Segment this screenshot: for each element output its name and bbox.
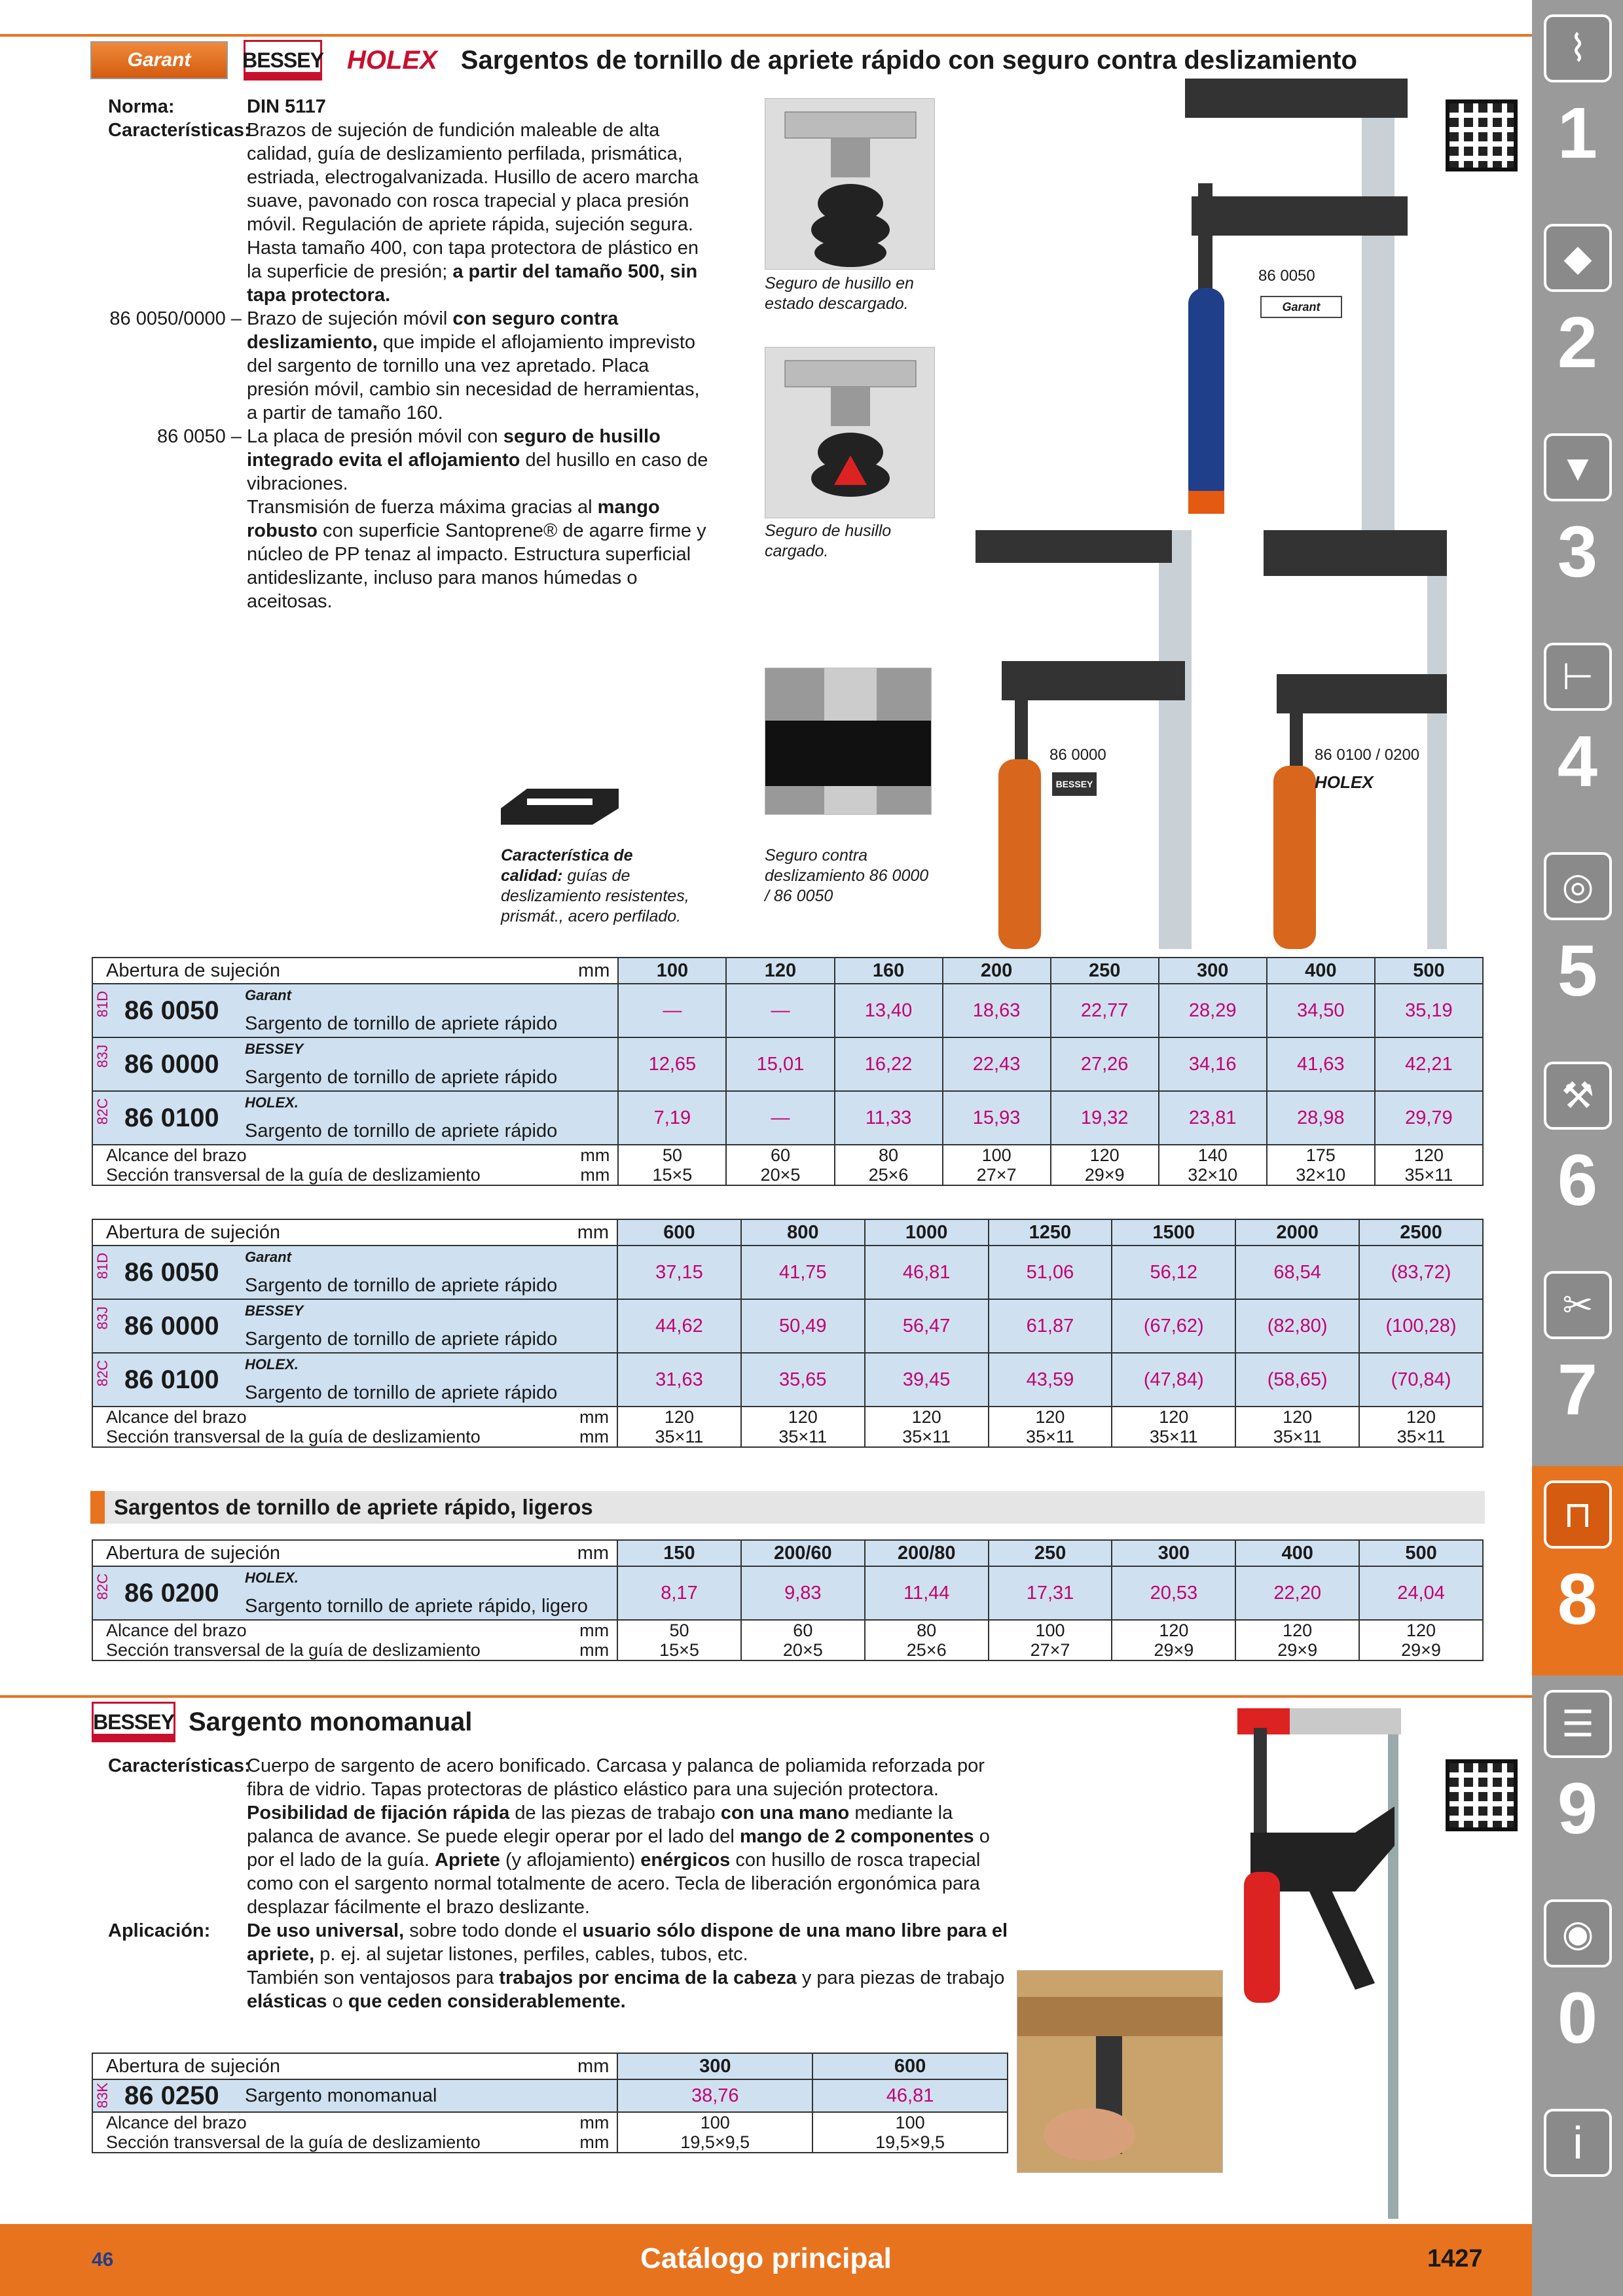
usage-photo-drawing <box>1017 1971 1222 2172</box>
slide-guard-drawing <box>765 668 931 814</box>
clamp-holex-badge: HOLEX <box>1315 772 1374 792</box>
table-row[interactable] <box>92 1091 1483 1145</box>
reach-row <box>92 2112 1008 2132</box>
clamps-photo <box>976 72 1447 949</box>
section-cell: 35×11 <box>617 1427 741 1447</box>
tab-chapter-0[interactable] <box>1532 1885 1623 2094</box>
guide-profile-image <box>501 782 619 828</box>
price-cell: 22,43 <box>943 1037 1051 1091</box>
article-code: 86 0100 <box>124 1365 219 1394</box>
size-header: 300 <box>1112 1540 1235 1566</box>
price-cell: 8,17 <box>617 1566 741 1620</box>
price-cell: — <box>726 984 834 1037</box>
article-code: 86 0100 <box>124 1103 219 1132</box>
section-cell: 32×10 <box>1267 1165 1375 1185</box>
info-icon: i <box>1544 2109 1612 2177</box>
price-cell: 35,65 <box>741 1353 865 1407</box>
price-cell: 13,40 <box>835 984 943 1037</box>
price-cell: 42,21 <box>1375 1037 1483 1091</box>
qr-code-bottom[interactable] <box>1446 1759 1518 1831</box>
price-cell: 50,49 <box>741 1299 865 1353</box>
reach-cell: 100 <box>617 2112 812 2132</box>
section-row <box>92 1165 1483 1185</box>
row-side-code: 82C <box>94 1573 111 1600</box>
reach-cell: 120 <box>865 1407 989 1427</box>
table2-head-unit: mm <box>577 1221 610 1243</box>
size-header: 120 <box>726 958 834 984</box>
price-cell: 28,98 <box>1267 1091 1375 1145</box>
tab-number: 0 <box>1557 1978 1598 2058</box>
size-header: 300 <box>617 2053 812 2079</box>
reach-cell: 80 <box>835 1145 943 1165</box>
tap-icon: ▼ <box>1544 433 1612 501</box>
article-code: 86 0000 <box>124 1049 219 1079</box>
size-header: 500 <box>1359 1540 1483 1566</box>
price-cell: 23,81 <box>1159 1091 1267 1145</box>
bessey-logo: BESSEY <box>244 40 322 81</box>
price-cell: (70,84) <box>1359 1353 1483 1407</box>
price-cell: 35,19 <box>1375 984 1483 1037</box>
reach-cell: 120 <box>1359 1620 1483 1640</box>
section-cell: 35×11 <box>989 1427 1112 1447</box>
price-cell: 27,26 <box>1051 1037 1159 1091</box>
variant-code-2: 86 0050 – <box>156 426 242 447</box>
price-cell: 16,22 <box>835 1037 943 1091</box>
price-cell: (67,62) <box>1112 1299 1235 1353</box>
section-cell: 19,5×9,5 <box>812 2132 1008 2153</box>
reach-cell: 60 <box>726 1145 834 1165</box>
section-cell: 27×7 <box>943 1165 1051 1185</box>
clamp-label-860050: 86 0050 <box>1258 267 1315 285</box>
article-code: 86 0050 <box>124 996 219 1025</box>
table-row[interactable] <box>92 984 1483 1037</box>
price-cell: 41,63 <box>1267 1037 1375 1091</box>
price-cell: 22,20 <box>1235 1566 1359 1620</box>
section-unit: mm <box>579 1640 610 1660</box>
price-cell: 51,06 <box>989 1246 1112 1299</box>
tab-chapter-1[interactable] <box>1532 0 1623 209</box>
reach-unit: mm <box>579 2113 610 2132</box>
header-rule <box>0 34 1532 37</box>
size-header: 800 <box>741 1219 865 1246</box>
tab-number: 7 <box>1557 1350 1598 1430</box>
reach-cell: 120 <box>1235 1407 1359 1427</box>
size-header: 1500 <box>1112 1219 1235 1246</box>
intro-block <box>108 95 710 613</box>
tab-number: 1 <box>1557 93 1598 173</box>
reach-cell: 120 <box>1112 1620 1235 1640</box>
price-table-2 <box>92 1219 1484 1448</box>
price-cell: 19,32 <box>1051 1091 1159 1145</box>
price-cell: 20,53 <box>1112 1566 1235 1620</box>
table-row[interactable] <box>92 1246 1483 1299</box>
price-cell: 15,93 <box>943 1091 1051 1145</box>
size-header: 200/60 <box>741 1540 865 1566</box>
price-cell: 39,45 <box>865 1353 989 1407</box>
reach-cell: 120 <box>1112 1407 1235 1427</box>
size-header: 400 <box>1235 1540 1359 1566</box>
clamp-bessey-badge: BESSEY <box>1052 772 1097 796</box>
price-cell: 41,75 <box>741 1246 865 1299</box>
chapter-sidebar <box>1532 0 1623 2296</box>
table4-header-row <box>92 2053 1008 2079</box>
garant-logo: Garant <box>90 41 228 79</box>
article-name: Sargento de tornillo de apriete rápido <box>245 1013 558 1034</box>
qr-code-top[interactable] <box>1446 99 1518 171</box>
mono-application-label: Aplicación: <box>108 1920 211 1941</box>
price-cell: 56,12 <box>1112 1246 1235 1299</box>
price-cell: 46,81 <box>812 2079 1008 2112</box>
tab-number: 9 <box>1557 1768 1598 1849</box>
row-side-code: 82C <box>94 1360 111 1387</box>
page-title: Sargentos de tornillo de apriete rápido con seguro contra deslizamiento <box>460 45 1357 75</box>
spindle-unloaded-image <box>765 98 935 270</box>
caption-spindle-loaded: Seguro de husillo cargado. <box>765 522 892 560</box>
price-cell: 11,33 <box>835 1091 943 1145</box>
row-brand: BESSEY <box>245 1041 304 1057</box>
size-header: 300 <box>1159 958 1267 984</box>
price-cell: (83,72) <box>1359 1246 1483 1299</box>
price-cell: 12,65 <box>618 1037 726 1091</box>
reach-cell: 50 <box>617 1620 741 1640</box>
size-header: 100 <box>618 958 726 984</box>
reach-cell: 120 <box>1375 1145 1483 1165</box>
article-code: 86 0000 <box>124 1311 219 1340</box>
article-name: Sargento de tornillo de apriete rápido <box>245 1067 558 1088</box>
tab-chapter-7[interactable] <box>1532 1257 1623 1466</box>
section-unit: mm <box>579 1427 610 1446</box>
reach-label: Alcance del brazo <box>106 1145 247 1165</box>
section-cell: 29×9 <box>1235 1640 1359 1660</box>
tab-chapter-8[interactable] <box>1532 1466 1623 1676</box>
page-number-right: 1427 <box>1427 2245 1483 2272</box>
table1-head-unit: mm <box>578 960 610 981</box>
one-hand-clamp-drawing <box>1224 1702 1440 2219</box>
reach-unit: mm <box>580 1145 610 1165</box>
size-header: 1000 <box>865 1219 989 1246</box>
reach-cell: 80 <box>865 1620 989 1640</box>
tab-chapter-5[interactable] <box>1532 838 1623 1047</box>
reach-label: Alcance del brazo <box>106 1621 247 1640</box>
price-cell: 43,59 <box>989 1353 1112 1407</box>
price-cell: 37,15 <box>617 1246 741 1299</box>
price-cell: (58,65) <box>1235 1353 1359 1407</box>
tab-number: 5 <box>1557 931 1598 1011</box>
price-cell: 9,83 <box>741 1566 865 1620</box>
table-row[interactable] <box>92 1037 1483 1091</box>
section-cell: 35×11 <box>1359 1427 1483 1447</box>
reach-cell: 120 <box>617 1407 741 1427</box>
section-cell: 27×7 <box>989 1640 1112 1660</box>
mono-application-text: De uso universal, sobre todo donde el usuario sólo dispone de una mano libre para el apriete, p. ej. al sujetar listones, perfiles, cables, tubos, etc. También son ventajosos para trabajos por encima de la cabeza y para piezas de trabajo elásticas o que ceden considerablemente. <box>247 1920 1008 2012</box>
price-cell: 24,04 <box>1359 1566 1483 1620</box>
clamps-drawing <box>976 72 1447 949</box>
section-cell: 29×9 <box>1112 1640 1235 1660</box>
mono-features-text: Cuerpo de sargento de acero bonificado. Carcasa y palanca de poliamida reforzada por fibra de vidrio. Tapas protectoras de plástico elástico para una sujeción protectora. Posibilidad de fijación rápida de las piezas de trabajo con una mano mediante la palanca de avance. Se puede elegir operar por el lado del mango de 2 componentes o por el lado de la guía. Apriete (y aflojamiento) enérgicos con husillo de rosca trapecial como con el sargento normal totalmente de acero. Tecla de liberación ergonómica para desplazar fácilmente el brazo deslizante. <box>247 1755 990 1918</box>
price-cell: 61,87 <box>989 1299 1112 1353</box>
mono-features-label: Características: <box>108 1755 251 1776</box>
size-header: 160 <box>835 958 943 984</box>
table1-head-label: Abertura de sujeción <box>106 960 280 981</box>
variant-code-1: 86 0050/0000 – <box>109 308 242 329</box>
price-cell: 29,79 <box>1375 1091 1483 1145</box>
price-cell: 46,81 <box>865 1246 989 1299</box>
section-title-light: Sargentos de tornillo de apriete rápido, ligeros <box>90 1491 1485 1524</box>
clamp-icon: ⊓ <box>1544 1480 1612 1549</box>
drill-icon: ⌇ <box>1544 14 1612 82</box>
row-brand: Garant <box>245 1249 291 1265</box>
cabinet-icon: ☰ <box>1544 1690 1612 1758</box>
reach-label: Alcance del brazo <box>106 2113 247 2132</box>
price-cell: 44,62 <box>617 1299 741 1353</box>
tab-chapter-3[interactable] <box>1532 419 1623 628</box>
mono-title: Sargento monomanual <box>189 1707 473 1736</box>
table-row[interactable] <box>92 2079 1008 2112</box>
section-cell: 35×11 <box>865 1427 989 1447</box>
reach-cell: 120 <box>1051 1145 1159 1165</box>
table2-head-label: Abertura de sujeción <box>106 1221 280 1243</box>
size-header: 1250 <box>989 1219 1112 1246</box>
reach-cell: 175 <box>1267 1145 1375 1165</box>
tab-info[interactable] <box>1532 2094 1623 2224</box>
row-side-code: 83K <box>94 2083 111 2109</box>
caption-quality: Característica de calidad: guías de deslizamiento resistentes, prismát., acero perfilado. <box>501 846 689 925</box>
table4-head-label: Abertura de sujeción <box>106 2055 280 2077</box>
section-row <box>92 1427 1483 1447</box>
section-cell: 15×5 <box>617 1640 741 1660</box>
article-name: Sargento de tornillo de apriete rápido <box>245 1275 558 1296</box>
section-cell: 25×6 <box>865 1640 989 1660</box>
tab-number: 2 <box>1557 302 1598 383</box>
size-header: 2500 <box>1359 1219 1483 1246</box>
one-hand-clamp-image <box>1224 1702 1440 2219</box>
features-label: Características: <box>108 120 251 141</box>
size-header: 600 <box>812 2053 1008 2079</box>
usage-photo <box>1017 1970 1223 2173</box>
reach-label: Alcance del brazo <box>106 1407 247 1427</box>
section-cell: 20×5 <box>741 1640 865 1660</box>
reach-cell: 140 <box>1159 1145 1267 1165</box>
section-label: Sección transversal de la guía de deslizamiento <box>106 1165 481 1185</box>
price-cell: 68,54 <box>1235 1246 1359 1299</box>
reach-cell: 60 <box>741 1620 865 1640</box>
size-header: 250 <box>989 1540 1112 1566</box>
size-header: 200 <box>943 958 1051 984</box>
tab-number: 4 <box>1557 721 1598 802</box>
table3-head-unit: mm <box>577 1542 610 1564</box>
price-table-4 <box>92 2053 1008 2153</box>
section-cell: 35×11 <box>741 1427 865 1447</box>
row-side-code: 83J <box>94 1306 111 1330</box>
size-header: 2000 <box>1235 1219 1359 1246</box>
price-cell: 17,31 <box>989 1566 1112 1620</box>
reach-unit: mm <box>579 1621 610 1640</box>
price-cell: 56,47 <box>865 1299 989 1353</box>
price-cell: 11,44 <box>865 1566 989 1620</box>
article-code: 86 0050 <box>124 1257 219 1287</box>
spindle-loaded-drawing <box>765 348 934 518</box>
price-cell: (47,84) <box>1112 1353 1235 1407</box>
section-cell: 29×9 <box>1051 1165 1159 1185</box>
size-header: 600 <box>617 1219 741 1246</box>
article-name: Sargento de tornillo de apriete rápido <box>245 1329 558 1350</box>
table-row[interactable] <box>92 1299 1483 1353</box>
section-cell: 35×11 <box>1235 1427 1359 1447</box>
reach-row <box>92 1145 1483 1165</box>
section-label: Sección transversal de la guía de deslizamiento <box>106 2132 481 2152</box>
row-side-code: 83J <box>94 1045 111 1068</box>
page-number-left: 46 <box>92 2249 114 2270</box>
reach-cell: 100 <box>989 1620 1112 1640</box>
article-name: Sargento tornillo de apriete rápido, ligero <box>245 1596 588 1617</box>
reach-cell: 100 <box>943 1145 1051 1165</box>
row-brand: BESSEY <box>245 1302 304 1319</box>
wrench-icon: ⚒ <box>1544 1062 1612 1130</box>
features-text: Brazos de sujeción de fundición maleable de alta calidad, guía de deslizamiento perfilada, prismática, estriada, electrogalvanizada. Husillo de acero marcha suave, pavonado con rosca trapecial y placa presión móvil. Regulación de apriete rápida, sujeción segura. Hasta tamaño 400, con tapa protectora de plástico en la superficie de presión; a partir del tamaño 500, sin tapa protectora. <box>247 120 699 306</box>
price-cell: 22,77 <box>1051 984 1159 1037</box>
table-row[interactable] <box>92 1353 1483 1407</box>
price-cell: 38,76 <box>617 2079 812 2112</box>
spindle-loaded-image <box>765 347 935 518</box>
price-cell: — <box>726 1091 834 1145</box>
clamp-garant-badge: Garant <box>1260 296 1342 318</box>
price-cell: (82,80) <box>1235 1299 1359 1353</box>
reach-unit: mm <box>579 1407 610 1427</box>
table4-head-unit: mm <box>577 2055 610 2077</box>
tab-chapter-4[interactable] <box>1532 628 1623 838</box>
spindle-unloaded-drawing <box>765 99 934 269</box>
row-brand: HOLEX. <box>245 1570 299 1586</box>
mono-header <box>92 1702 472 1742</box>
tab-chapter-9[interactable] <box>1532 1676 1623 1885</box>
clamp-label-860100: 86 0100 / 0200 <box>1315 746 1420 764</box>
reach-cell: 120 <box>741 1407 865 1427</box>
page-footer <box>0 2224 1532 2296</box>
row-brand: Garant <box>245 987 291 1003</box>
section-cell: 29×9 <box>1359 1640 1483 1660</box>
caption-slide-guard: Seguro contra deslizamiento 86 0000 / 86 0050 <box>765 846 929 905</box>
size-header: 400 <box>1267 958 1375 984</box>
section-row <box>92 1640 1483 1660</box>
reach-cell: 120 <box>1359 1407 1483 1427</box>
price-cell: 18,63 <box>943 984 1051 1037</box>
article-code: 86 0200 <box>124 1578 219 1607</box>
section-rule <box>0 1695 1532 1698</box>
section-cell: 35×11 <box>1375 1165 1483 1185</box>
footer-title: Catálogo principal <box>640 2242 892 2274</box>
caption-spindle-unloaded: Seguro de husillo en estado descargado. <box>765 274 914 313</box>
price-cell: 28,29 <box>1159 984 1267 1037</box>
price-cell: — <box>618 984 726 1037</box>
variant-text-2: La placa de presión móvil con seguro de husillo integrado evita el aflojamiento del husillo en caso de vibraciones. Transmisión de fuerza máxima gracias al mango robusto con superficie Santoprene® de agarre firme y núcleo de PP tenaz al impacto. Estructura superficial antideslizante, incluso para manos húmedas o aceitosas. <box>247 426 708 612</box>
section-unit: mm <box>579 2132 610 2152</box>
price-table-3 <box>92 1539 1484 1661</box>
reach-cell: 50 <box>618 1145 726 1165</box>
section-cell: 15×5 <box>618 1165 726 1185</box>
tab-number: 8 <box>1557 1559 1598 1640</box>
reach-cell: 120 <box>1235 1620 1359 1640</box>
tab-number: 3 <box>1557 512 1598 592</box>
norma-label: Norma: <box>108 96 175 117</box>
section-cell: 20×5 <box>726 1165 834 1185</box>
section-label: Sección transversal de la guía de deslizamiento <box>106 1427 481 1446</box>
slide-guard-image <box>765 668 932 815</box>
table-row[interactable] <box>92 1566 1483 1620</box>
price-cell: 34,50 <box>1267 984 1375 1037</box>
holex-logo: HOLEX <box>347 45 437 75</box>
price-table-1 <box>92 957 1484 1186</box>
variant-text-1: Brazo de sujeción móvil con seguro contra deslizamiento, que impide el aflojamiento imprevisto del sargento de tornillo una vez apretado. Placa presión móvil, cambio sin necesidad de herramientas, a partir de tamaño 160. <box>247 308 700 423</box>
article-name: Sargento monomanual <box>245 2085 437 2106</box>
caliper-icon: ⊢ <box>1544 643 1612 711</box>
guide-profile-drawing <box>501 782 619 828</box>
article-name: Sargento de tornillo de apriete rápido <box>245 1382 558 1403</box>
reach-cell: 100 <box>812 2112 1008 2132</box>
table3-head-label: Abertura de sujeción <box>106 1542 280 1564</box>
price-cell: (100,28) <box>1359 1299 1483 1353</box>
table3-header-row <box>92 1540 1483 1566</box>
price-cell: 34,16 <box>1159 1037 1267 1091</box>
row-brand: HOLEX. <box>245 1094 299 1111</box>
size-header: 150 <box>617 1540 741 1566</box>
row-brand: HOLEX. <box>245 1356 299 1372</box>
tab-chapter-2[interactable] <box>1532 209 1623 419</box>
section-cell: 19,5×9,5 <box>617 2132 812 2153</box>
section-label: Sección transversal de la guía de deslizamiento <box>106 1640 481 1660</box>
size-header: 250 <box>1051 958 1159 984</box>
article-code: 86 0250 <box>124 2081 219 2110</box>
table2-header-row <box>92 1219 1483 1246</box>
section-cell: 35×11 <box>1112 1427 1235 1447</box>
row-side-code: 81D <box>94 1253 111 1280</box>
pliers-icon: ✂ <box>1544 1271 1612 1339</box>
section-row <box>92 2132 1008 2153</box>
reach-cell: 120 <box>989 1407 1112 1427</box>
insert-icon: ◆ <box>1544 224 1612 292</box>
safety-goggles-icon: ◉ <box>1544 1899 1612 1967</box>
size-header: 200/80 <box>865 1540 989 1566</box>
tab-number: 6 <box>1557 1140 1598 1221</box>
mono-bessey-logo: BESSEY <box>92 1702 175 1742</box>
tab-chapter-6[interactable] <box>1532 1047 1623 1257</box>
section-unit: mm <box>580 1165 610 1185</box>
reach-row <box>92 1620 1483 1640</box>
norma-value: DIN 5117 <box>247 96 326 117</box>
price-cell: 31,63 <box>617 1353 741 1407</box>
article-name: Sargento de tornillo de apriete rápido <box>245 1121 558 1141</box>
row-side-code: 81D <box>94 991 111 1018</box>
mono-text <box>108 1754 1018 2013</box>
size-header: 500 <box>1375 958 1483 984</box>
price-cell: 7,19 <box>618 1091 726 1145</box>
reach-row <box>92 1407 1483 1427</box>
section-cell: 25×6 <box>835 1165 943 1185</box>
table1-header-row <box>92 958 1483 984</box>
price-cell: 15,01 <box>726 1037 834 1091</box>
row-side-code: 82C <box>94 1098 111 1125</box>
saw-icon: ◎ <box>1544 852 1612 920</box>
clamp-label-860000: 86 0000 <box>1049 746 1106 764</box>
section-cell: 32×10 <box>1159 1165 1267 1185</box>
